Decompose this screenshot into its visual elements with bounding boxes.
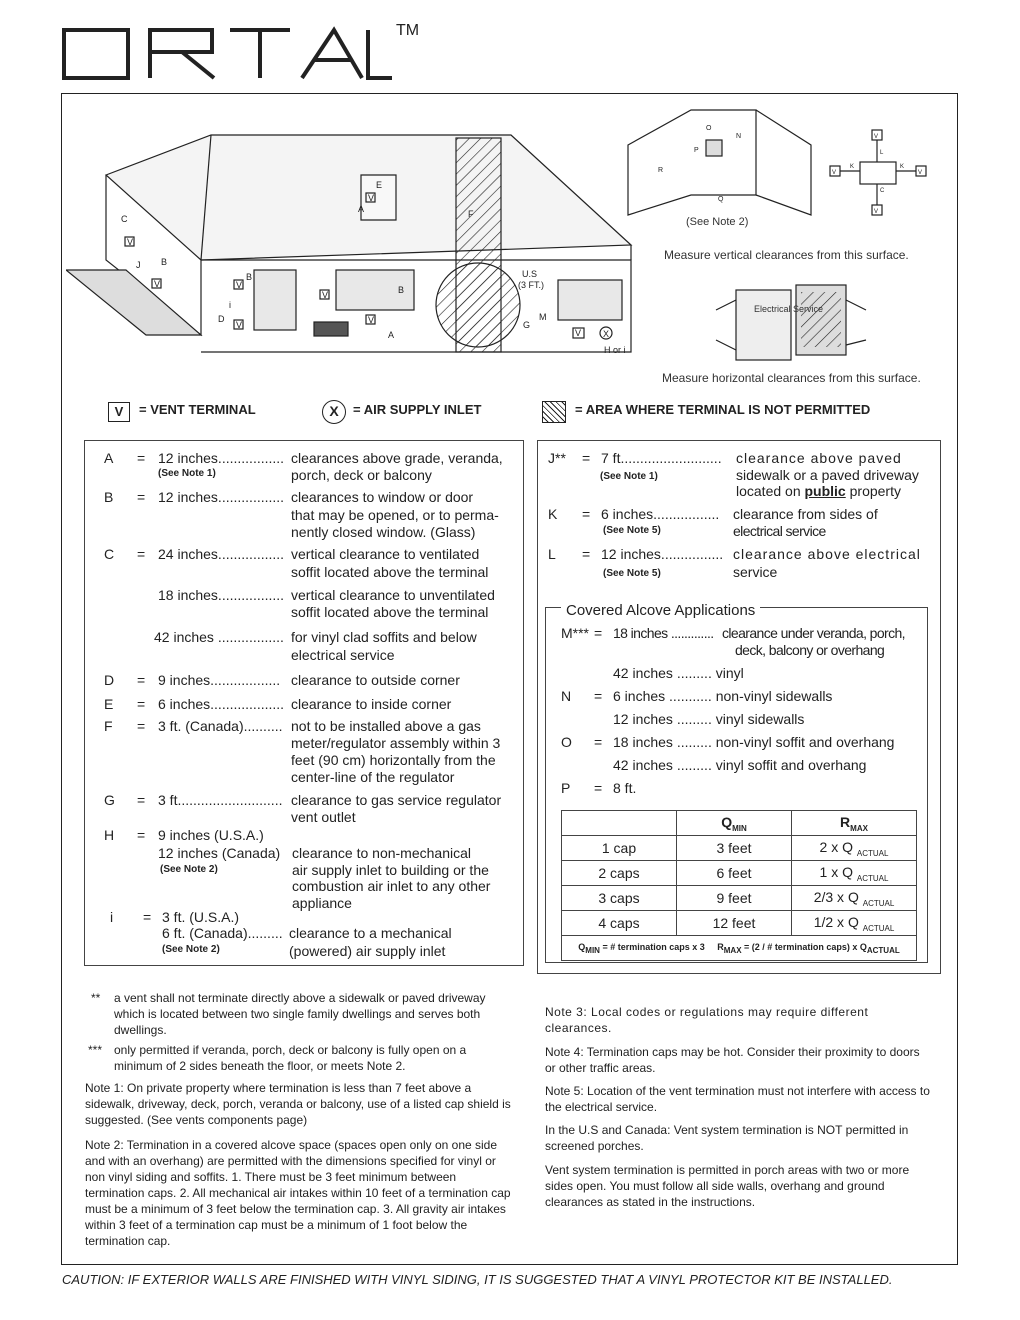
porch-note: Vent system termination is permitted in porch areas with two or more sides open. You must follow all side walls, overhang and ground clearances as stated in the instructions. bbox=[545, 1163, 910, 1209]
table-row: 2 caps 6 feet 1 x Q $_{ACTUAL}$ bbox=[562, 861, 917, 886]
svg-text:A: A bbox=[388, 330, 395, 340]
table-row: 3 caps 9 feet 2/3 x Q $_{ACTUAL}$ bbox=[562, 886, 917, 911]
note-3: Note 3: Local codes or regulations may require different clearances. bbox=[545, 1005, 869, 1035]
caution-text: CAUTION: IF EXTERIOR WALLS ARE FINISHED WITH VINYL SIDING, IT IS SUGGESTED THAT A VINYL PROTECTOR KIT BE INSTALLED. bbox=[62, 1272, 893, 1287]
svg-text:V: V bbox=[236, 280, 243, 290]
svg-text:B: B bbox=[246, 272, 253, 282]
svg-text:V: V bbox=[154, 279, 161, 289]
svg-text:K: K bbox=[900, 164, 905, 170]
svg-text:V: V bbox=[127, 237, 134, 247]
svg-text:P: P bbox=[694, 147, 699, 154]
svg-text:V: V bbox=[874, 209, 879, 215]
svg-text:V: V bbox=[322, 290, 329, 300]
svg-text:(3 FT.): (3 FT.) bbox=[518, 280, 544, 290]
svg-text:L: L bbox=[880, 150, 884, 156]
q-min-header: $Q_{MIN}$ bbox=[677, 811, 792, 836]
svg-text:U.S: U.S bbox=[522, 269, 538, 279]
note-1: Note 1: On private property where termination is less than 7 feet above a sidewalk, driveway, deck, porch, veranda or balcony, use of a listed cap shield is suggested. (See vents components page) bbox=[85, 1081, 511, 1127]
table-row: 4 caps 12 feet 1/2 x Q $_{ACTUAL}$ bbox=[562, 911, 917, 936]
note-2: Note 2: Termination in a covered alcove space (spaces open only on one side and with an overhang) are permitted with the dimensions specified for vinyl or non vinyl siding and soffits. 1. There must be 3 feet minimum between termination caps. 2. All mechanical air intakes within 10 feet of a termination cap must be a minimum of 3 feet below the termination cap. 3. All gravity air intakes within 3 feet of a termination cap must be a minimum of 1 foot below the termination cap. bbox=[85, 1138, 511, 1248]
double-star-mark: ** bbox=[91, 991, 101, 1005]
svg-text:G: G bbox=[523, 320, 531, 330]
triple-star-mark: *** bbox=[88, 1043, 103, 1057]
svg-text:M: M bbox=[539, 312, 547, 322]
hatch-area-legend: = AREA WHERE TERMINAL IS NOT PERMITTED bbox=[575, 402, 871, 417]
svg-text:R: R bbox=[658, 167, 664, 174]
vent-terminal-legend: = VENT TERMINAL bbox=[139, 402, 256, 417]
note-5: Note 5: Location of the vent termination must not interfere with access to the electrical service. bbox=[545, 1084, 930, 1114]
svg-text:V: V bbox=[918, 170, 923, 176]
triple-star-note: only permitted if veranda, porch, deck or balcony is fully open on a minimum of 2 sides beneath the floor, or meets Note 2. bbox=[114, 1043, 467, 1073]
svg-text:V: V bbox=[575, 328, 582, 338]
svg-text:X: X bbox=[603, 329, 610, 339]
svg-text:A: A bbox=[358, 204, 365, 214]
svg-text:i: i bbox=[229, 300, 231, 310]
svg-text:K: K bbox=[850, 164, 855, 170]
hatch-area-symbol bbox=[542, 401, 566, 423]
r-max-header: $R_{MAX}$ bbox=[792, 811, 917, 836]
vent-terminal-symbol: V bbox=[108, 402, 130, 422]
svg-text:C: C bbox=[880, 188, 885, 194]
covered-alcove-title: Covered Alcove Applications bbox=[561, 602, 760, 619]
table-row: 1 cap 3 feet 2 x Q $_{ACTUAL}$ bbox=[562, 836, 917, 861]
svg-text:V: V bbox=[874, 134, 879, 140]
svg-text:H or i: H or i bbox=[604, 345, 626, 355]
svg-text:V: V bbox=[832, 170, 837, 176]
svg-text:V: V bbox=[236, 320, 243, 330]
electrical-service-label: Electrical Service bbox=[754, 304, 824, 314]
svg-text:Q: Q bbox=[718, 196, 724, 203]
double-star-note: a vent shall not terminate directly above a sidewalk or paved driveway which is located between two single family dwellings and serves both dwellings. bbox=[114, 991, 486, 1037]
air-supply-legend: = AIR SUPPLY INLET bbox=[353, 402, 482, 417]
svg-text:J: J bbox=[136, 260, 141, 270]
us-canada-note: In the U.S and Canada: Vent system termination is NOT permitted in screened porches. bbox=[545, 1123, 909, 1153]
svg-text:B: B bbox=[398, 285, 405, 295]
svg-text:D: D bbox=[218, 314, 225, 324]
svg-text:F: F bbox=[468, 209, 474, 219]
trademark-mark: TM bbox=[396, 22, 420, 39]
ortal-logo bbox=[62, 22, 402, 82]
air-supply-symbol: X bbox=[322, 400, 346, 424]
svg-text:E: E bbox=[376, 180, 383, 190]
measure-horizontal-label: Measure horizontal clearances from this surface. bbox=[662, 371, 921, 385]
note-4: Note 4: Termination caps may be hot. Consider their proximity to doors or other traffic areas. bbox=[545, 1045, 920, 1075]
svg-text:B: B bbox=[161, 257, 168, 267]
table-footer-row: $Q_{MIN}$ = # termination caps x 3 $R_{MAX} = (2$ / # termination caps) x $Q_{ACTUAL}$ bbox=[562, 936, 917, 961]
svg-text:O: O bbox=[706, 125, 712, 132]
table-header-row bbox=[562, 811, 917, 836]
svg-text:V: V bbox=[368, 193, 375, 203]
termination-caps-table bbox=[561, 810, 917, 961]
measure-vertical-label: Measure vertical clearances from this surface. bbox=[664, 248, 909, 262]
see-note2-label: (See Note 2) bbox=[686, 216, 749, 228]
svg-text:V: V bbox=[368, 315, 375, 325]
svg-text:N: N bbox=[736, 133, 742, 140]
svg-text:C: C bbox=[121, 214, 128, 224]
